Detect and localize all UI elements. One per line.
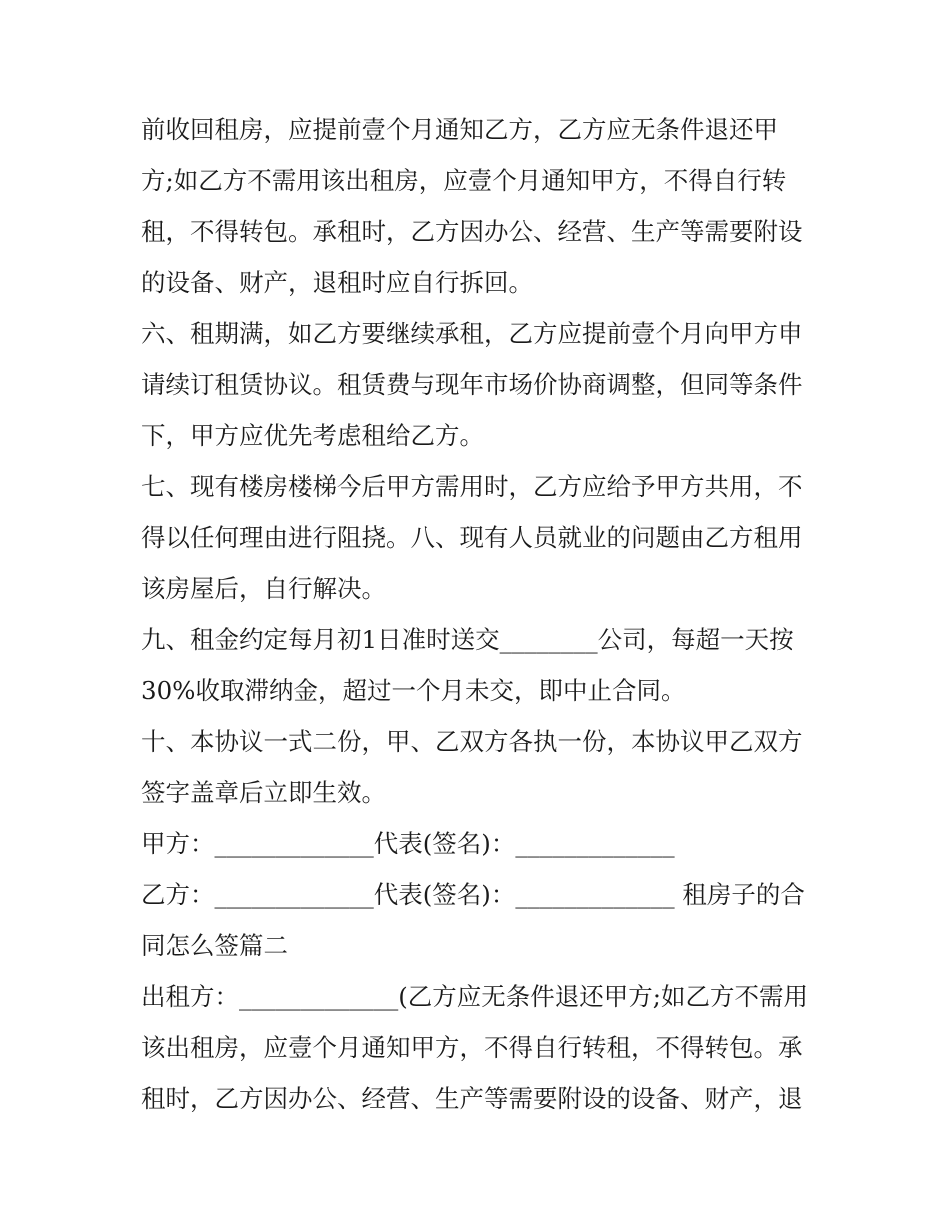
text-line: 下，甲方应优先考虑租给乙方。	[141, 421, 484, 450]
text-line: 30%收取滞纳金，超过一个月未交，即中止合同。	[141, 676, 686, 705]
text-line: 得以任何理由进行阻挠。八、现有人员就业的问题由乙方租用	[141, 523, 803, 552]
clause-nine: 九、租金约定每月初1日准时送交________公司，每超一天按	[141, 625, 794, 654]
text-line: 该出租房，应壹个月通知甲方，不得自行转租，不得转包。承	[141, 1033, 803, 1062]
text-line: 租，不得转包。承租时，乙方因办公、经营、生产等需要附设	[141, 217, 803, 246]
lessor-line: 出租方：_____________(乙方应无条件退还甲方;如乙方不需用	[141, 982, 809, 1011]
text-line: 签字盖章后立即生效。	[141, 778, 386, 807]
section-title-two: 同怎么签篇二	[141, 931, 288, 960]
text-line: 前收回租房，应提前壹个月通知乙方，乙方应无条件退还甲	[141, 115, 778, 144]
text-line: 请续订租赁协议。租赁费与现年市场价协商调整，但同等条件	[141, 370, 803, 399]
text-line: 租时，乙方因办公、经营、生产等需要附设的设备、财产，退	[141, 1084, 803, 1113]
text-line: 的设备、财产，退租时应自行拆回。	[141, 268, 533, 297]
text-line: 该房屋后，自行解决。	[141, 574, 386, 603]
text-line: 方;如乙方不需用该出租房，应壹个月通知甲方，不得自行转	[141, 166, 787, 195]
party-a-signature-line: 甲方：_____________代表(签名)：_____________	[141, 829, 675, 858]
clause-seven: 七、现有楼房楼梯今后甲方需用时，乙方应给予甲方共用，不	[141, 472, 803, 501]
party-b-signature-line: 乙方：_____________代表(签名)：_____________ 租房子的合	[141, 880, 805, 909]
clause-six: 六、租期满，如乙方要继续承租，乙方应提前壹个月向甲方申	[141, 319, 803, 348]
clause-ten: 十、本协议一式二份，甲、乙双方各执一份，本协议甲乙双方	[141, 727, 803, 756]
